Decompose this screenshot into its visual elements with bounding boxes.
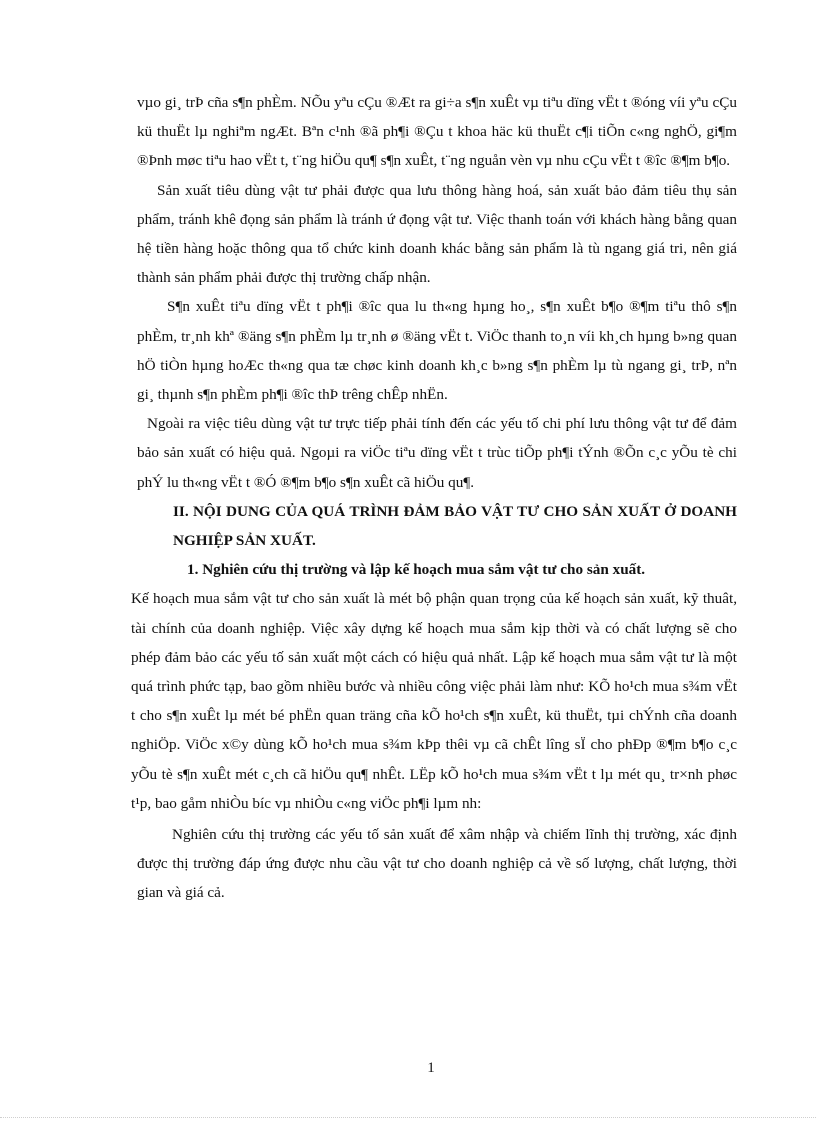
subsection-heading: 1. Nghiên cứu thị trường và lập kế hoạch mua sắm vật tư cho sản xuất. [187,561,646,579]
paragraph-circulation-costs: Ngoài ra việc tiêu dùng vật tư trực tiếp phải tính đến các yếu tố chi phí lưu thông vật tư để đảm bảo sản xuất có hiệu quả. Ngoµi ra viÖc tiªu dïng vËt t trùc tiÕp ph¶i tÝnh ®Õn c¸c yÕu tè chi phÝ lu th«ng vËt t ®Ó ®¶m b¶o s¶n xuÊt cã hiÖu qu¶. [137,415,737,491]
page-number: 1 [427,1060,435,1076]
paragraph-vnd-encoded-intro: vµo gi¸ trÞ cña s¶n phÈm. NÕu yªu cÇu ®Æt ra gi÷a s¶n xuÊt vµ tiªu dïng vËt t ®óng víi yªu cÇu kü thuËt lµ nghiªm ngÆt. Bªn c¹nh ®ã ph¶i ®Çu t khoa häc kü thuËt c¶i tiÕn c«ng nghÖ, gi¶m ®Þnh møc tiªu hao vËt t, t¨ng hiÖu qu¶ s¶n xuÊt, t¨ng nguån vèn vµ nhu cÇu vËt t ®îc ®¶m b¶o. [137,94,737,170]
paragraph-production-consumption-encoded: S¶n xuÊt tiªu dïng vËt t ph¶i ®îc qua lu th«ng hµng ho¸, s¶n xuÊt b¶o ®¶m tiªu thô s¶n phÈm, tr¸nh khª ®äng s¶n phÈm lµ tr¸nh ø ®äng vËt t. ViÖc thanh to¸n víi kh¸ch hµng b»ng quan hÖ tiÒn hµng hoÆc th«ng qua tæ chøc kinh doanh kh¸c b»ng s¶n phÈm lµ tù ngang gi¸ trÞ, nªn gi¸ thµnh s¶n phÈm ph¶i ®îc thÞ trêng chÊp nhËn. [137,298,737,404]
paragraph-production-consumption: Sản xuất tiêu dùng vật tư phải được qua lưu thông hàng hoá, sản xuất bảo đảm tiêu thụ sản phẩm, tránh khê đọng sản phẩm là tránh ứ đọng vật tư. Việc thanh toán với khách hàng bằng quan hệ tiền hàng hoặc thông qua tổ chức kinh doanh khác bằng sản phẩm là tù ngang giá tri, nên giá thành sản phẩm phải được thị trường chấp nhận. [137,181,737,287]
page-bottom-divider [0,1117,816,1118]
paragraph-market-research: Nghiên cứu thị trường các yếu tố sản xuất để xâm nhập và chiếm lĩnh thị trường, xác định được thị trường đáp ứng được nhu cầu vật tư cho doanh nghiệp cả về số lượng, chất lượng, thời gian và giá cả. [137,826,737,902]
section-heading: II. NỘI DUNG CỦA QUÁ TRÌNH ĐẢM BẢO VẬT TƯ CHO SẢN XUẤT Ở DOANH NGHIỆP SẢN XUẤT. [173,502,737,550]
paragraph-procurement-plan: Kế hoạch mua sắm vật tư cho sản xuất là mét bộ phận quan trọng của kế hoạch sản xuất, kỹ thuât, tài chính của doanh nghiệp. Việc xây dựng kế hoạch mua sắm kịp thời và có chất lượng sẽ cho phép đảm bảo các yếu tố sản xuất một cách có hiệu quả nhất. Lập kế hoạch mua sắm vật tư là một quá trình phức tạp, bao gồm nhiều bước và nhiều công việc phải làm như: KÕ ho¹ch mua s¾m vËt t cho s¶n xuÊt lµ mét bé phËn quan träng cña kÕ ho¹ch s¶n xuÊt, kü thuËt, tµi chÝnh cña doanh nghiÖp. ViÖc x©y dùng kÕ ho¹ch mua s¾m kÞp thêi vµ cã chÊt lîng sÏ cho phÐp ®¶m b¶o c¸c yÕu tè s¶n xuÊt mét c¸ch cã hiÖu qu¶ nhÊt. LËp kÕ ho¹ch mua s¾m vËt t lµ mét qu¸ tr×nh phøc t¹p, bao gåm nhiÒu bíc vµ nhiÒu c«ng viÖc ph¶i lµm nh: [131,590,737,812]
page-body [131,88,737,908]
